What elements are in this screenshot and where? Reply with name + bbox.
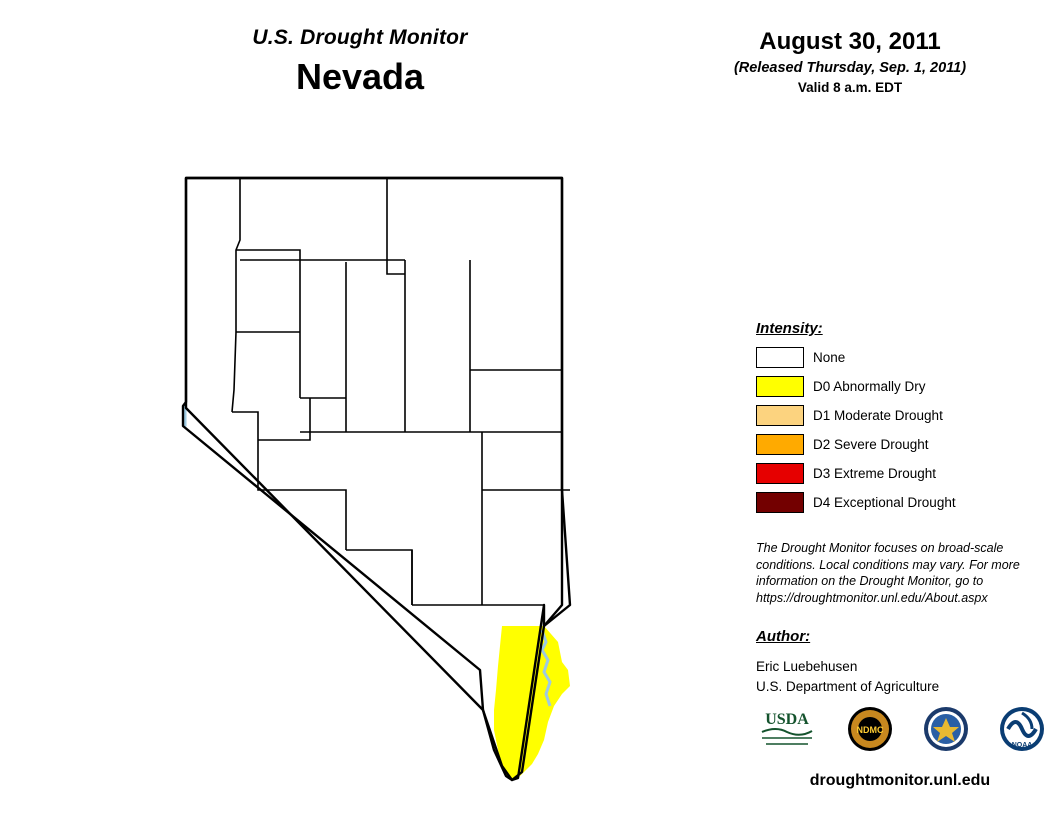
county-boundaries [232, 178, 570, 605]
water-features [183, 406, 550, 706]
ndmc-logo [846, 705, 894, 758]
noaa-logo [998, 705, 1046, 758]
legend-swatch-d2 [756, 434, 804, 455]
footer-url[interactable]: droughtmonitor.unl.edu [809, 772, 991, 789]
legend-swatch-none [756, 347, 804, 368]
author-title: Author: [756, 628, 811, 645]
legend-swatch-d4 [756, 492, 804, 513]
logo-strip [756, 702, 1046, 760]
map-svg [150, 150, 620, 800]
usda-logo [756, 706, 818, 757]
legend [756, 320, 1036, 519]
legend-label-d2: D2 Severe Drought [813, 436, 929, 452]
legend-label-d3: D3 Extreme Drought [813, 465, 937, 481]
legend-label-d1: D1 Moderate Drought [813, 407, 943, 423]
legend-item-d2 [756, 432, 1036, 456]
map-date: August 30, 2011 [759, 28, 941, 55]
legend-label-d0: D0 Abnormally Dry [813, 378, 926, 394]
legend-label-d4: D4 Exceptional Drought [813, 494, 956, 510]
release-date: (Released Thursday, Sep. 1, 2011) [733, 60, 967, 76]
nevada-drought-map [150, 150, 620, 800]
legend-swatch-d3 [756, 463, 804, 484]
author-block [756, 628, 1036, 696]
legend-title: Intensity: [756, 320, 823, 337]
legend-swatch-d0 [756, 376, 804, 397]
author-name: Eric Luebehusen [756, 659, 858, 674]
legend-item-d4 [756, 490, 1036, 514]
noaa-seal-logo [922, 705, 970, 758]
svg-text:USDA: USDA [765, 710, 809, 728]
state-title: Nevada [295, 56, 425, 97]
author-organization: U.S. Department of Agriculture [756, 678, 940, 694]
legend-swatch-d1 [756, 405, 804, 426]
legend-label-none: None [813, 349, 846, 365]
date-block [660, 28, 1040, 95]
legend-note: The Drought Monitor focuses on broad-scale conditions. Local conditions may vary. For more information on the Drought Monitor, go to https://droughtmonitor.unl.edu/About.aspx [756, 541, 1020, 605]
legend-item-none [756, 345, 1036, 369]
legend-item-d3 [756, 461, 1036, 485]
title-block [150, 26, 570, 98]
svg-text:NOAA: NOAA [1011, 741, 1033, 749]
valid-time: Valid 8 a.m. EDT [797, 80, 903, 95]
page-title: U.S. Drought Monitor [252, 26, 468, 49]
legend-item-d1 [756, 403, 1036, 427]
svg-text:NDMC: NDMC [856, 724, 884, 735]
legend-item-d0 [756, 374, 1036, 398]
